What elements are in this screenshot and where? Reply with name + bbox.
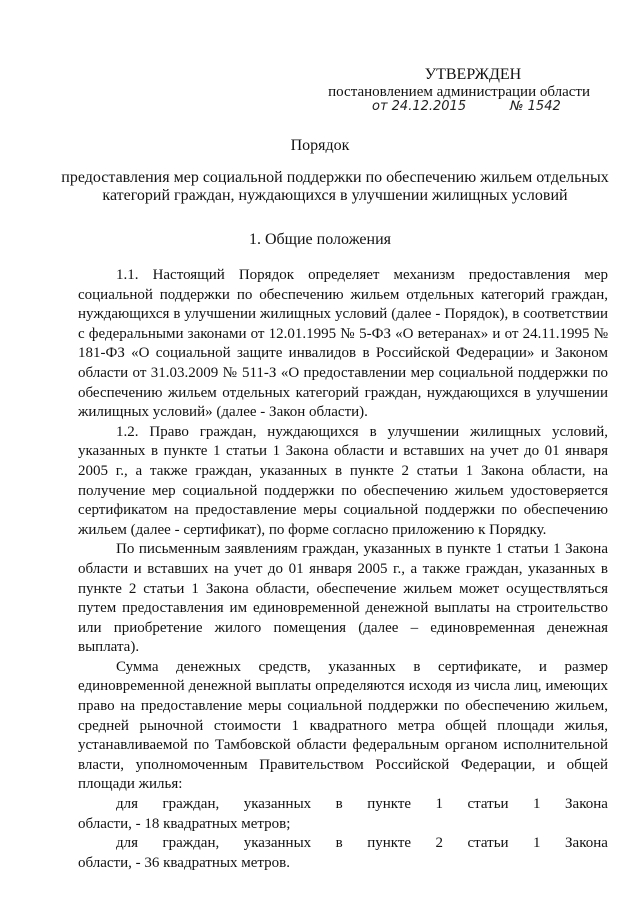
list-word: для — [116, 796, 139, 813]
list-word: для — [116, 835, 139, 852]
list-word: указанных — [243, 835, 312, 852]
list-item — [78, 834, 608, 873]
list-word: 1 — [533, 796, 541, 813]
list-word: статьи — [467, 835, 509, 852]
list-word: 2 — [435, 835, 444, 852]
list-item-tail: области, - 18 квадратных метров; — [78, 815, 291, 832]
paragraph-written-requests: По письменным заявлениям граждан, указанных в пункте 1 статьи 1 Закона области и вставших на учет до 01 января 2005 г., а также граждан, указанных в пункте 2 статьи 1 Закона области, обеспечение жильем может осуществляться путем предоставления им единовременной денежной выплаты на строительство или приобретение жилого помещения (далее – единовременная денежная выплата). — [78, 541, 608, 656]
list-word: статьи — [467, 796, 509, 813]
approval-stamp — [320, 66, 600, 115]
paragraph-1-1: 1.1. Настоящий Порядок определяет механизм предоставления мер социальной поддержки по обеспечению жильем отдельных категорий граждан, нуждающихся в улучшении жилищных условий (далее - Порядок), в соответствии с федеральными законами от 12.01.1995 № 5-ФЗ «О ветеранах» и от 24.11.1995 № 181-ФЗ «О социальной защите инвалидов в Российской Федерации» и Законом области от 31.03.2009 № 511-З «О предоставлении мер социальной поддержки по обеспечению жильем отдельных категорий граждан, нуждающихся в улучшении жилищных условий» (далее - Закон области). — [78, 267, 608, 421]
paragraph-amount: Сумма денежных средств, указанных в сертификате, и размер единовременной денежной выплаты определяются исходя из числа лиц, имеющих право на предоставление меры социальной поддержки по обеспечению жильем, средней рыночной стоимости 1 квадратного метра общей площади жилья, устанавливаемой по Тамбовской области федеральным органом исполнительной власти, уполномоченным Правительством Российской Федерации, и общей площади жилья: — [78, 658, 608, 793]
list-word: граждан, — [162, 835, 220, 852]
list-item-line — [78, 834, 608, 854]
approved-title: УТВЕРЖДЕН — [424, 66, 522, 83]
section-title: 1. Общие положения — [248, 231, 392, 248]
list-item-tail: области, - 36 квадратных метров. — [78, 854, 290, 871]
list-word: пункте — [367, 796, 412, 813]
handwritten-number: № 1542 — [510, 99, 561, 114]
list-word: 1 — [435, 796, 444, 813]
approved-by-text: постановлением администрации области — [328, 84, 590, 100]
list-word: в — [335, 796, 343, 813]
list-item — [78, 795, 608, 834]
document-body — [78, 266, 608, 873]
handwritten-date: от 24.12.2015 — [372, 99, 467, 114]
list-item-line — [78, 795, 608, 815]
list-word: указанных — [243, 796, 312, 813]
document-subtitle: предоставления мер социальной поддержки по обеспечению жильем отдельных категорий граждан, нуждающихся в улучшении жилищных условий — [61, 169, 609, 204]
document-title: Порядок — [290, 137, 350, 154]
handwritten-signature-line — [320, 99, 600, 115]
list-word: Закона — [565, 796, 608, 813]
list-word: пункте — [367, 835, 412, 852]
list-word: граждан, — [162, 796, 220, 813]
list-word: Закона — [565, 835, 608, 852]
list-word: в — [335, 835, 343, 852]
paragraph-1-2: 1.2. Право граждан, нуждающихся в улучшении жилищных условий, указанных в пункте 1 статьи 1 Закона области и вставших на учет до 01 января 2005 г., а также граждан, указанных в пункте 2 статьи 1 Закона области, на получение мер социальной поддержки по обеспечению жильем удостоверяется сертификатом на предоставление меры социальной поддержки по обеспечению жильем (далее - сертификат), по форме согласно приложению к Порядку. — [78, 423, 608, 538]
list-word: 1 — [533, 835, 541, 852]
